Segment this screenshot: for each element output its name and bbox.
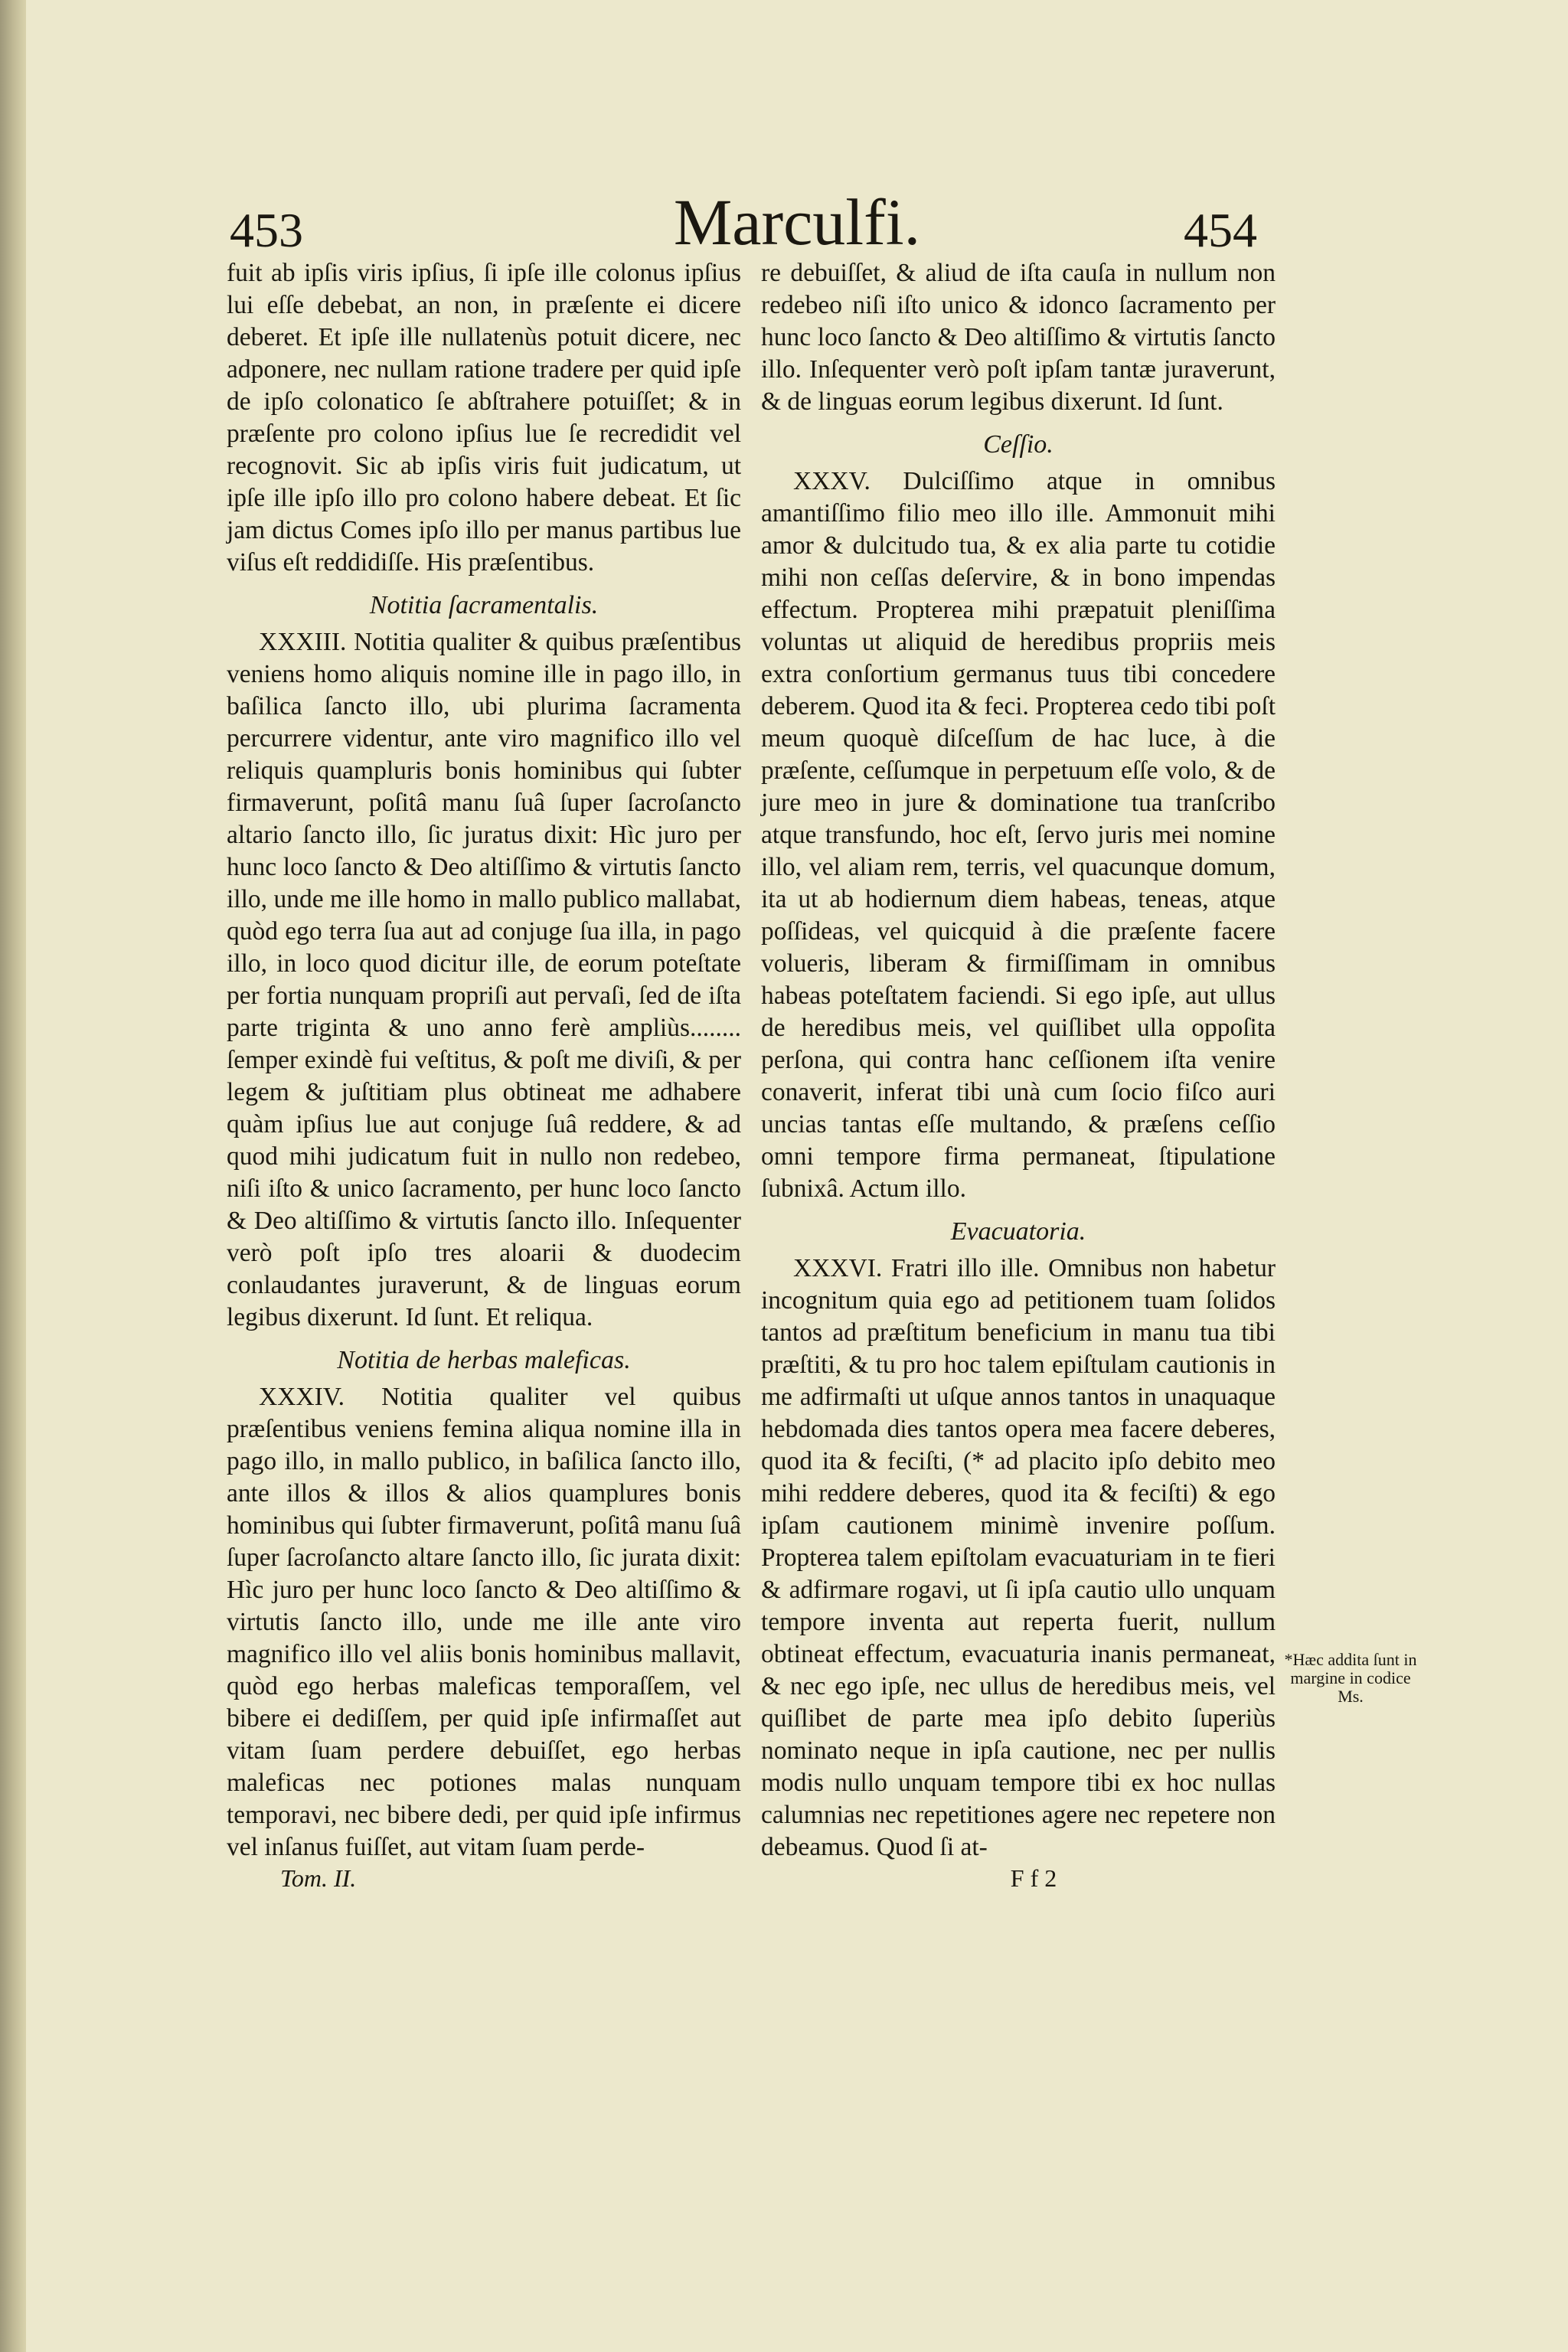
right-text-column [761,257,1276,1893]
section-heading-xxxiv: Notitia de herbas maleficas. [337,1346,631,1374]
left-text-column [227,257,741,1893]
section-heading-xxxv: Ceſſio. [983,430,1054,459]
left-page-number: 453 [230,203,303,257]
right-page-number: 454 [1184,203,1257,257]
scan-binding-edge [0,0,26,2352]
paragraph-xxxvi: XXXVI. Fratri illo ille. Omnibus non habetur incognitum quia ego ad petitionem tuam ſolidos tantos ad præſtitum beneficium in manu tua tibi præſtiti, & tu pro hoc talem epiſtulam cautionis in me adfirmaſti ut uſque annos tantos in unaquaque hebdomada dies tantos opera mea facere deberes, quod ita & feciſti, (* ad placito ipſo debito meo mihi reddere deberes, quod ita & feciſti) & ego ipſam cautionem minimè invenire poſſum. Propterea talem epiſtolam evacuaturiam in te fieri & adfirmare rogavi, ut ſi ipſa cautio ullo unquam tempore inventa aut reperta fuerit, nullum obtineat effectum, evacuaturia inanis permaneat, & nec ego ipſe, nec ullus de heredibus meis, vel quiſlibet de parte mea ipſo debito ſuperiùs nominato neque in ipſa cautione, nec per nullis modis nullo unquam tempore tibi ex hoc nullas calumnias nec repetitiones agere nec repetere non debeamus. Quod ſi at- [761,1254,1276,1861]
section-heading-xxxiii: Notitia ſacramentalis. [369,591,599,619]
running-title: Marculfi. [673,185,921,259]
section-heading-xxxvi: Evacuatoria. [950,1217,1086,1246]
volume-signature: Tom. II. [280,1864,357,1892]
continued-paragraph: fuit ab ipſis viris ipſius, ſi ipſe ille colonus ipſius lui eſſe debebat, an non, in præſente ei dicere deberet. Et ipſe ille nullatenùs potuit dicere, nec adponere, nec nullam ratione tradere per quid ipſe de ipſo colonatico ſe abſtrahere potuiſſet; & in præſente pro colono ipſius lue ſe recredidit vel recognovit. Sic ab ipſis viris fuit judicatum, ut ipſe ille ipſo illo pro colono habere debeat. Et ſic jam dictus Comes ipſo illo per manus partibus lue viſus eſt reddidiſſe. His præſentibus. [227,259,741,577]
paragraph-xxxiv: XXXIV. Notitia qualiter vel quibus præſentibus veniens femina aliqua nomine illa in pago illo, in mallo publico, in baſilica ſancto illo, ante illos & illos & alios quamplures bonis hominibus qui ſubter firmaverunt, poſitâ manu ſuâ ſuper ſacroſancto altare ſancto illo, ſic jurata dixit: Hìc juro per hunc loco ſancto & Deo altiſſimo & virtutis ſancto illo, unde me ille ante viro magnifico illo vel aliis bonis hominibus mallavit, quòd ego herbas maleficas temporaſſem, vel bibere ei dediſſem, per quid ipſe infirmaſſet aut vitam ſuam perdere debuiſſet, ego herbas maleficas nec potiones malas nunquam temporavi, nec bibere dedi, per quid ipſe infirmus vel inſanus fuiſſet, aut vitam ſuam perde- [227,1383,741,1861]
continued-paragraph: re debuiſſet, & aliud de iſta cauſa in nullum non redebeo niſi iſto unico & idonco ſacramento per hunc loco ſancto & Deo altiſſimo & virtutis ſancto illo. Inſequenter verò poſt ipſam tantæ juraverunt, & de linguas eorum legibus dixerunt. Id ſunt. [761,259,1276,416]
paragraph-xxxv: XXXV. Dulciſſimo atque in omnibus amantiſſimo filio meo illo ille. Ammonuit mihi amor & dulcitudo tua, & ex alia parte tu cotidie mihi non ceſſas deſervire, & in bono impendas effectum. Propterea mihi præpatuit pleniſſima voluntas ut aliquid de heredibus propriis meis extra conſortium germanus tuus tibi concedere deberem. Quod ita & feci. Propterea cedo tibi poſt meum quoquè diſceſſum de hac luce, à die præſente, ceſſumque in perpetuum eſſe volo, & de jure meo in jure & dominatione tua tranſcribo atque transfundo, hoc eſt, ſervo juris mei nomine illo, vel aliam rem, terris, vel quacunque domum, ita ut ab hodiernum diem habeas, teneas, atque poſſideas, vel quicquid à die præſente facere volueris, liberam & firmiſſimam in omnibus habeas poteſtatem faciendi. Si ego ipſe, aut ullus de heredibus meis, vel quiſlibet ulla oppoſita perſona, qui contra hanc ceſſionem iſta venire conaverit, inferat tibi unà cum ſocio fiſco auri uncias tantas eſſe multando, & præſens ceſſio omni tempore firma permaneat, ſtipulatione ſubnixâ. Actum illo. [761,467,1276,1203]
book-page [26,0,1568,2352]
gathering-signature: F f 2 [1010,1864,1057,1892]
margin-note: *Hæc addita ſunt in margine in codice Ms. [1284,1650,1417,1706]
paragraph-xxxiii: XXXIII. Notitia qualiter & quibus præſentibus veniens homo aliquis nomine ille in pago illo, in baſilica ſancto illo, ubi plurima ſacramenta percurrere videntur, ante viro magnifico illo vel reliquis quampluris bonis hominibus qui ſubter firmaverunt, poſitâ manu ſuâ ſuper ſacroſancto altario ſancto illo, ſic juratus dixit: Hìc juro per hunc loco ſancto & Deo altiſſimo & virtutis ſancto illo, unde me ille homo in mallo publico mallabat, quòd ego terra ſua aut ad conjuge ſua illa, in pago illo, in loco quod dicitur ille, de eorum poteſtate per fortia nunquam propriſi aut pervaſi, ſed de iſta parte triginta & uno anno ferè ampliùs........ ſemper exindè fui veſtitus, & poſt me diviſi, & per legem & juſtitiam plus obtineat me adhabere quàm ipſius lue aut conjuge ſuâ reddere, & ad quod mihi judicatum fuit in nullo non redebeo, niſi iſto & unico ſacramento, per hunc loco ſancto & Deo altiſſimo & virtutis ſancto illo. Inſequenter verò poſt ipſo tres aloarii & duodecim conlaudantes juraverunt, & de linguas eorum legibus dixerunt. Id ſunt. Et reliqua. [227,628,741,1331]
running-header [26,184,1568,260]
